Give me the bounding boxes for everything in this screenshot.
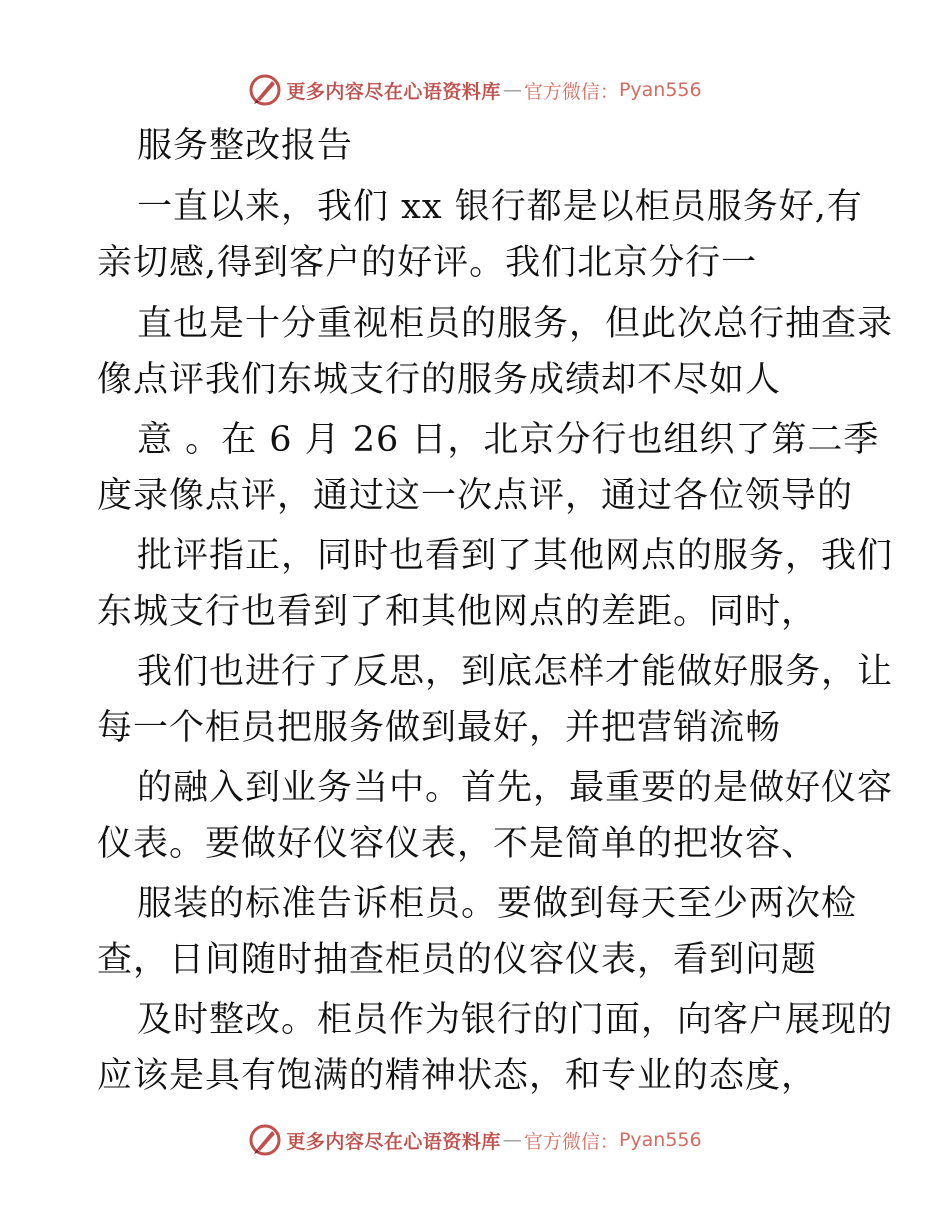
banner-site-text: 更多内容尽在心语资料库 <box>286 1130 501 1153</box>
text-line: 东城支行也看到了和其他网点的差距。同时， <box>97 592 818 632</box>
text-line: 像点评我们东城支行的服务成绩却不尽如人 <box>97 360 782 400</box>
quill-logo-icon <box>248 73 282 107</box>
text-line: 应该是具有饱满的精神状态，和专业的态度， <box>97 1056 818 1096</box>
text-line: 服装的标准告诉柜员。要做到每天至少两次检 <box>137 884 858 924</box>
text-line: 亲切感,得到客户的好评。我们北京分行一 <box>97 243 758 283</box>
text-line: 度录像点评，通过这一次点评，通过各位领导的 <box>97 476 854 516</box>
text-line: 意 。在 6 月 26 日，北京分行也组织了第二季 <box>137 420 880 460</box>
text-line: 查，日间随时抽查柜员的仪容仪表，看到问题 <box>97 940 818 980</box>
text-line: 一直以来，我们 xx 银行都是以柜员服务好,有 <box>137 187 863 227</box>
text-line: 直也是十分重视柜员的服务，但此次总行抽查录 <box>137 304 894 344</box>
text-line: 我们也进行了反思，到底怎样才能做好服务，让 <box>137 652 894 692</box>
text-line: 批评指正，同时也看到了其他网点的服务，我们 <box>137 536 894 576</box>
banner-wechat-id: Pyan556 <box>618 79 702 101</box>
text-line: 的融入到业务当中。首先，最重要的是做好仪容 <box>137 768 894 808</box>
quill-logo-icon <box>248 1123 282 1157</box>
header-banner <box>0 70 950 110</box>
banner-separator: — <box>502 79 522 101</box>
footer-banner <box>0 1120 950 1160</box>
banner-wechat-label: 官方微信： <box>523 80 619 103</box>
banner-wechat-id: Pyan556 <box>618 1129 702 1151</box>
document-title: 服务整改报告 <box>137 126 354 166</box>
banner-wechat-label: 官方微信： <box>523 1130 619 1153</box>
text-line: 仪表。要做好仪容仪表，不是简单的把妆容、 <box>97 824 818 864</box>
banner-separator: — <box>502 1129 522 1151</box>
banner-site-text: 更多内容尽在心语资料库 <box>286 80 501 103</box>
text-line: 每一个柜员把服务做到最好，并把营销流畅 <box>97 708 782 748</box>
text-line: 及时整改。柜员作为银行的门面，向客户展现的 <box>137 1000 894 1040</box>
